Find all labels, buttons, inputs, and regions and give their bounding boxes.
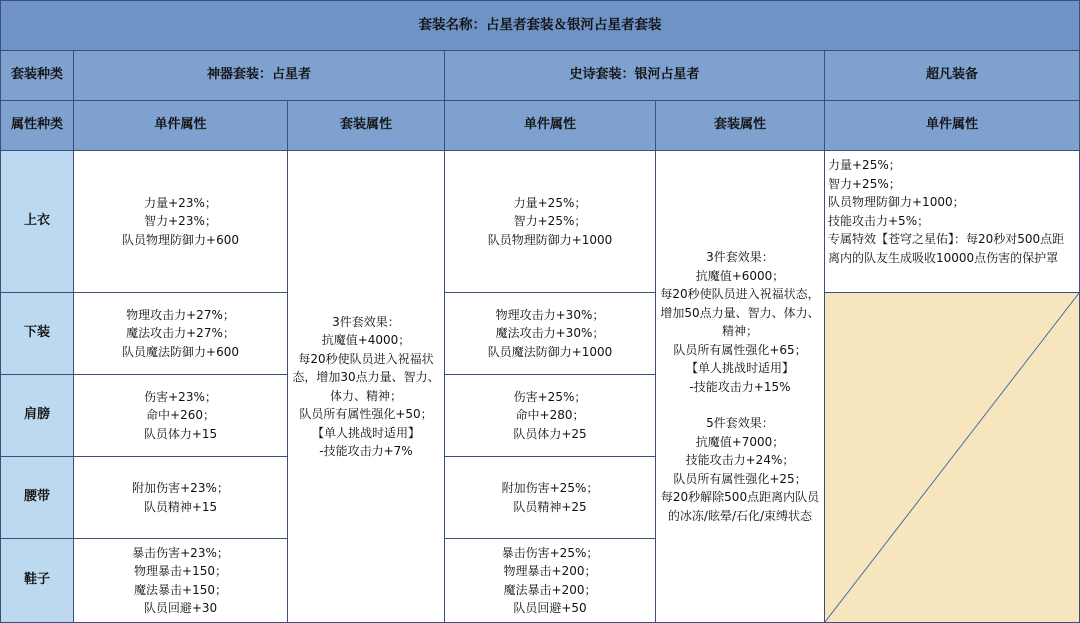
legendary-empty-cell: [825, 293, 1080, 623]
attr-line: 智力+23%；: [144, 214, 217, 229]
attr-line: 魔法攻击力+30%；: [495, 326, 605, 341]
attr-line: 队员物理防御力+1000；: [828, 195, 965, 209]
effect-line: 抗魔值+7000；: [695, 434, 785, 449]
suit-type-header: 套装种类: [1, 51, 74, 101]
attr-line: 魔法暴击+200；: [503, 582, 597, 597]
effect-line: 3件套效果：: [332, 314, 400, 329]
epic-single-attr-header: 单件属性: [445, 101, 656, 151]
attr-line: 队员回避+30: [143, 601, 218, 615]
row-label-shoulder: 肩膀: [1, 375, 74, 457]
attr-line: 伤害+25%；: [513, 389, 587, 404]
effect-line: 每20秒使队员进入祝福状态，增加30点力量、智力、体力、精神；: [292, 351, 440, 403]
row-label-bottom: 下装: [1, 293, 74, 375]
attr-line: 力量+25%；: [828, 158, 901, 172]
effect-line: 抗魔值+4000；: [321, 333, 411, 347]
attr-line: 队员体力+15: [143, 426, 218, 441]
attr-line: 命中+260；: [146, 408, 215, 423]
effect-line: -技能攻击力+7%: [319, 444, 413, 458]
diagonal-line: [825, 293, 1079, 622]
attr-line: 智力+25%；: [828, 176, 901, 191]
effect-line: 5件套效果：: [706, 416, 774, 430]
attr-line: 智力+25%；: [513, 214, 587, 229]
attr-line: 附加伤害+23%；: [132, 481, 229, 495]
epic-set-effect: [656, 151, 825, 623]
legendary-top-attrs: [825, 151, 1080, 293]
artifact-shoes-attrs: [74, 539, 288, 623]
epic-top-attrs: [445, 151, 656, 293]
attr-line: 暴击伤害+23%；: [132, 545, 229, 560]
attr-line: 队员精神+15: [143, 499, 218, 514]
attr-line: 力量+23%；: [144, 195, 217, 210]
attr-line: 队员体力+25: [513, 426, 587, 441]
attr-line: 物理暴击+200；: [503, 564, 597, 578]
attr-line: 队员物理防御力+1000: [487, 232, 613, 247]
attr-line: 队员魔法防御力+1000: [487, 344, 613, 359]
attr-line: 暴击伤害+25%；: [501, 545, 599, 560]
effect-line: 3件套效果：: [706, 250, 774, 264]
epic-shoulder-attrs: [445, 375, 656, 457]
attr-line: 专属特效【苍穹之星佑】：每20秒对500点距离内的队友生成吸收10000点伤害的保护罩: [828, 232, 1065, 265]
table-title: 套装名称：占星者套装＆银河占星者套装: [1, 1, 1080, 51]
epic-bottom-attrs: [445, 293, 656, 375]
row-label-top: 上衣: [1, 151, 74, 293]
artifact-set-effect: [288, 151, 445, 623]
legendary-header: 超凡装备: [825, 51, 1080, 101]
artifact-bottom-attrs: [74, 293, 288, 375]
effect-line: 技能攻击力+24%；: [685, 453, 795, 467]
attr-type-header: 属性种类: [1, 101, 74, 151]
artifact-shoulder-attrs: [74, 375, 288, 457]
attr-line: 队员精神+25: [513, 499, 587, 514]
artifact-top-attrs: [74, 151, 288, 293]
effect-line: 队员所有属性强化+50；: [299, 407, 433, 421]
attr-line: 命中+280；: [515, 408, 585, 423]
artifact-set-header: 神器套装：占星者: [74, 51, 445, 101]
diagonal-slash: [825, 293, 1079, 622]
artifact-set-attr-header: 套装属性: [288, 101, 445, 151]
attr-line: 技能攻击力+5%；: [828, 213, 930, 228]
effect-line: 队员所有属性强化+25；: [673, 471, 807, 486]
legendary-single-attr-header: 单件属性: [825, 101, 1080, 151]
epic-belt-attrs: [445, 457, 656, 539]
effect-line: 每20秒解除500点距离内队员的冰冻/眩晕/石化/束缚状态: [660, 490, 820, 523]
effect-line: 【单人挑战时适用】: [311, 425, 420, 440]
attr-line: 力量+25%；: [513, 195, 587, 210]
effect-line: 队员所有属性强化+65；: [673, 342, 807, 357]
attr-line: 附加伤害+25%；: [501, 481, 599, 495]
attr-line: 队员回避+50: [513, 601, 587, 615]
attr-line: 伤害+23%；: [144, 389, 217, 404]
effect-line: 抗魔值+6000；: [695, 268, 785, 283]
artifact-single-attr-header: 单件属性: [74, 101, 288, 151]
attr-line: 魔法暴击+150；: [134, 582, 227, 597]
attr-line: 物理攻击力+30%；: [495, 307, 605, 322]
effect-line: 每20秒使队员进入祝福状态，增加50点力量、智力、体力、精神；: [660, 287, 820, 338]
epic-set-attr-header: 套装属性: [656, 101, 825, 151]
effect-line: 【单人挑战时适用】: [685, 361, 794, 375]
attr-line: 队员物理防御力+600: [122, 232, 239, 247]
attr-line: 队员魔法防御力+600: [122, 344, 239, 359]
effect-spacer: [659, 396, 821, 414]
attr-line: 物理暴击+150；: [134, 564, 227, 578]
epic-set-header: 史诗套装：银河占星者: [445, 51, 825, 101]
attr-line: 魔法攻击力+27%；: [126, 326, 235, 341]
artifact-belt-attrs: [74, 457, 288, 539]
row-label-shoes: 鞋子: [1, 539, 74, 623]
row-label-belt: 腰带: [1, 457, 74, 539]
attr-line: 物理攻击力+27%；: [126, 307, 235, 322]
effect-line: -技能攻击力+15%: [689, 379, 791, 394]
epic-shoes-attrs: [445, 539, 656, 623]
